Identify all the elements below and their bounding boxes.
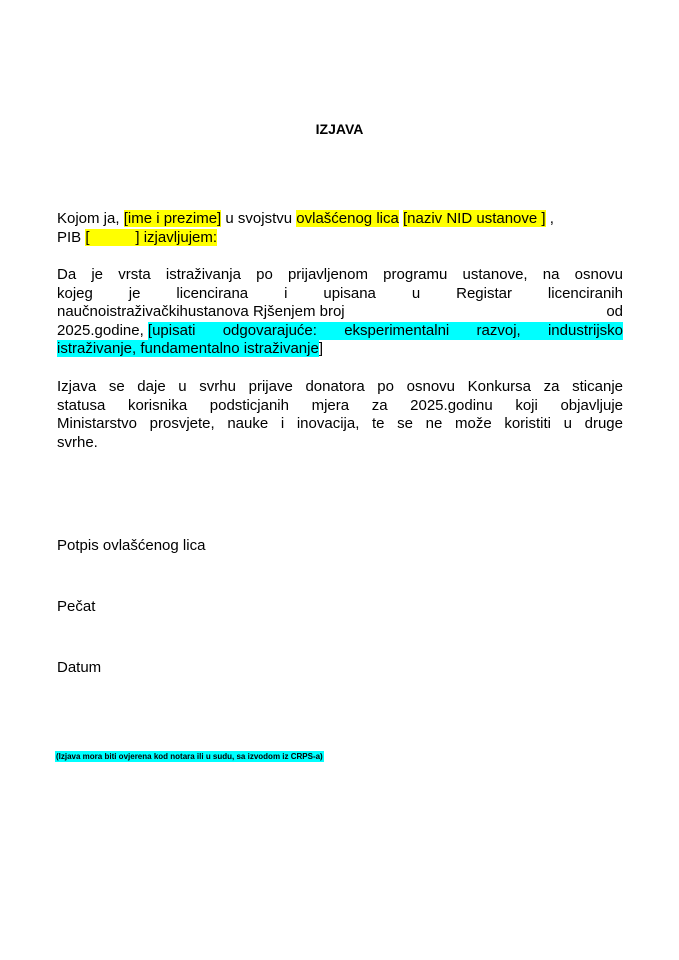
bracket-text: ] xyxy=(318,340,323,357)
intro-text: Kojom ja, xyxy=(57,210,124,227)
intro-line-1 xyxy=(57,210,623,229)
word: Registar xyxy=(456,284,512,302)
para2-line-4: svrhe. xyxy=(57,433,98,451)
para1-line-4 xyxy=(57,322,623,341)
intro-paragraph xyxy=(57,210,623,247)
pib-placeholder: [ ] izjavljujem: xyxy=(85,228,218,246)
para1-line-1: Da je vrsta istraživanja po prijavljenom programu ustanove, na osnovu xyxy=(57,266,623,283)
role-placeholder: ovlašćenog lica xyxy=(296,210,399,227)
year-text: 2025.godine, xyxy=(57,321,148,339)
word: u xyxy=(411,284,421,302)
registry-text-end: od xyxy=(606,303,623,320)
word: licencirana xyxy=(176,284,249,302)
word: je xyxy=(128,284,141,302)
institution-placeholder: [naziv NID ustanove ] xyxy=(403,210,546,227)
document-title: IZJAVA xyxy=(315,121,364,137)
word: kojeg xyxy=(57,284,93,302)
research-type-placeholder: [upisati odgovarajuće: eksperimentalni razvoj, industrijsko xyxy=(147,321,623,339)
research-type-placeholder-cont: istraživanje, fundamentalno istraživanje xyxy=(57,340,319,357)
stamp-label: Pečat xyxy=(57,598,96,615)
date-label: Datum xyxy=(57,659,102,676)
paragraph-purpose xyxy=(57,378,623,452)
para2-line-2: statusa korisnika podsticjanih mjera za 2025.godinu koji objavljuje xyxy=(57,396,623,414)
word: upisana xyxy=(323,284,376,302)
para2-line-1: Izjava se daje u svrhu prijave donatora po osnovu Konkursa za sticanje xyxy=(57,378,623,395)
notary-note: (Izjava mora biti ovjerena kod notara ili u sudu, sa izvodom iz CRPS-a) xyxy=(56,752,323,761)
intro-text: , xyxy=(545,210,554,227)
para1-line-5 xyxy=(57,340,623,359)
intro-text: PIB xyxy=(57,228,86,246)
word: licenciranih xyxy=(547,284,623,302)
para1-line-2 xyxy=(57,285,623,304)
word: i xyxy=(284,284,288,302)
name-placeholder: [ime i prezime] xyxy=(123,210,222,227)
intro-line-2 xyxy=(57,229,623,248)
para1-line-3 xyxy=(57,303,623,322)
signature-label: Potpis ovlašćenog lica xyxy=(57,537,206,554)
intro-text: u svojstvu xyxy=(221,210,297,227)
para2-line-3: Ministarstvo prosvjete, nauke i inovacija, te se ne može koristiti u druge xyxy=(57,415,623,432)
paragraph-research-type xyxy=(57,266,623,359)
registry-text: naučnoistraživačkihustanova Rjšenjem broj xyxy=(57,303,345,320)
